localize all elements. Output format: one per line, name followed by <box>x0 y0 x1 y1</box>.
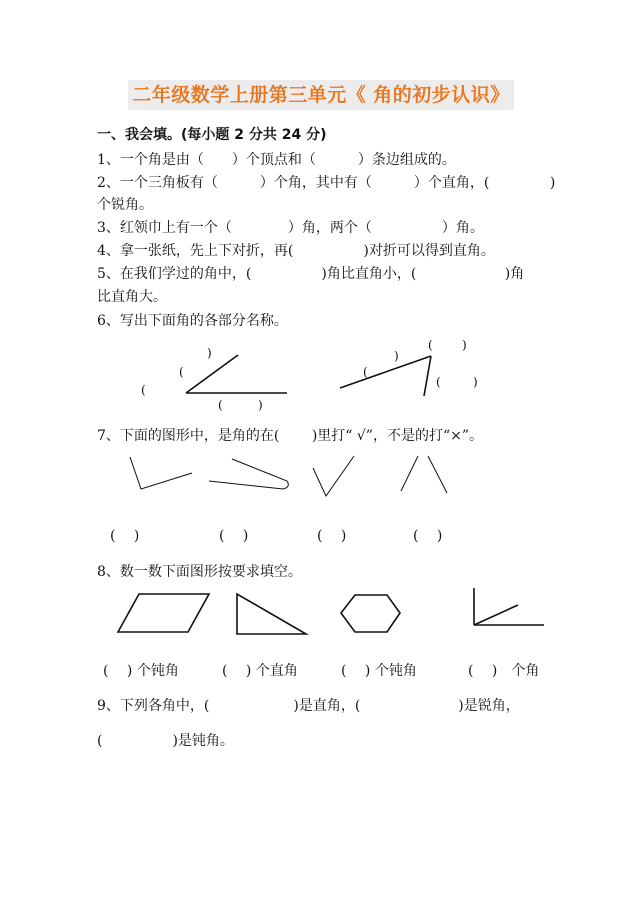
question-9-line-1: 9、下列各角中，( )是直角，( )是锐角， <box>97 698 520 714</box>
question-8: 8、数一数下面图形按要求填空。 <box>97 564 302 580</box>
q6-angle-left <box>186 355 287 393</box>
q6-bracket: ( <box>141 383 146 397</box>
q7-figure-1 <box>130 457 192 489</box>
q7-answer-blank[interactable]: ( ) <box>110 528 140 544</box>
q6-bracket: ) <box>394 349 399 363</box>
q8-hexagon <box>341 595 400 632</box>
question-5-line-2: 比直角大。 <box>97 289 167 305</box>
q6-bracket: ( <box>218 398 223 412</box>
q8-label[interactable]: ( ) 个钝角 <box>103 663 179 679</box>
question-1: 1、一个角是由（ ）个顶点和（ ）条边组成的。 <box>97 152 456 168</box>
q7-figure-2 <box>209 459 288 489</box>
q6-bracket: ) <box>258 398 263 412</box>
q6-bracket: ( <box>436 375 441 389</box>
question-7: 7、下面的图形中，是角的在( )里打“ √”，不是的打“×”。 <box>97 428 484 444</box>
q8-right-triangle <box>237 594 306 634</box>
page-title: 二年级数学上册第三单元《 角的初步认识》 <box>128 80 514 110</box>
q7-figure-4 <box>401 456 447 493</box>
q7-figure-3 <box>313 456 354 496</box>
question-2-line-2: 个锐角。 <box>97 197 153 213</box>
q7-answer-blank[interactable]: ( ) <box>317 528 347 544</box>
q8-angle <box>474 588 544 625</box>
q8-label[interactable]: ( ) 个钝角 <box>341 663 417 679</box>
question-9-line-2: ( )是钝角。 <box>97 733 234 749</box>
question-4: 4、拿一张纸，先上下对折，再( )对折可以得到直角。 <box>97 243 495 259</box>
q6-bracket: ( <box>179 365 184 379</box>
q8-label[interactable]: ( ) 个直角 <box>222 663 298 679</box>
question-5-line-1: 5、在我们学过的角中，( )角比直角小，( )角 <box>97 266 525 282</box>
question-2-line-1: 2、一个三角板有（ ）个角，其中有（ ）个直角，( ) <box>97 175 556 191</box>
q7-answer-blank[interactable]: ( ) <box>219 528 249 544</box>
q6-bracket: ) <box>473 375 478 389</box>
question-6: 6、写出下面角的各部分名称。 <box>97 313 288 329</box>
q6-angle-right <box>340 356 431 396</box>
question-3: 3、红领巾上有一个（ ）角，两个（ ）角。 <box>97 220 484 236</box>
q6-bracket: ) <box>462 338 467 352</box>
q8-parallelogram <box>118 594 209 632</box>
q6-bracket: ( <box>428 338 433 352</box>
q8-label[interactable]: ( ) 个角 <box>468 663 540 679</box>
section-heading: 一、我会填。(每小题 2 分共 24 分) <box>97 127 327 143</box>
q7-answer-blank[interactable]: ( ) <box>413 528 443 544</box>
q6-bracket: ) <box>207 346 212 360</box>
q6-bracket: ( <box>363 365 368 379</box>
